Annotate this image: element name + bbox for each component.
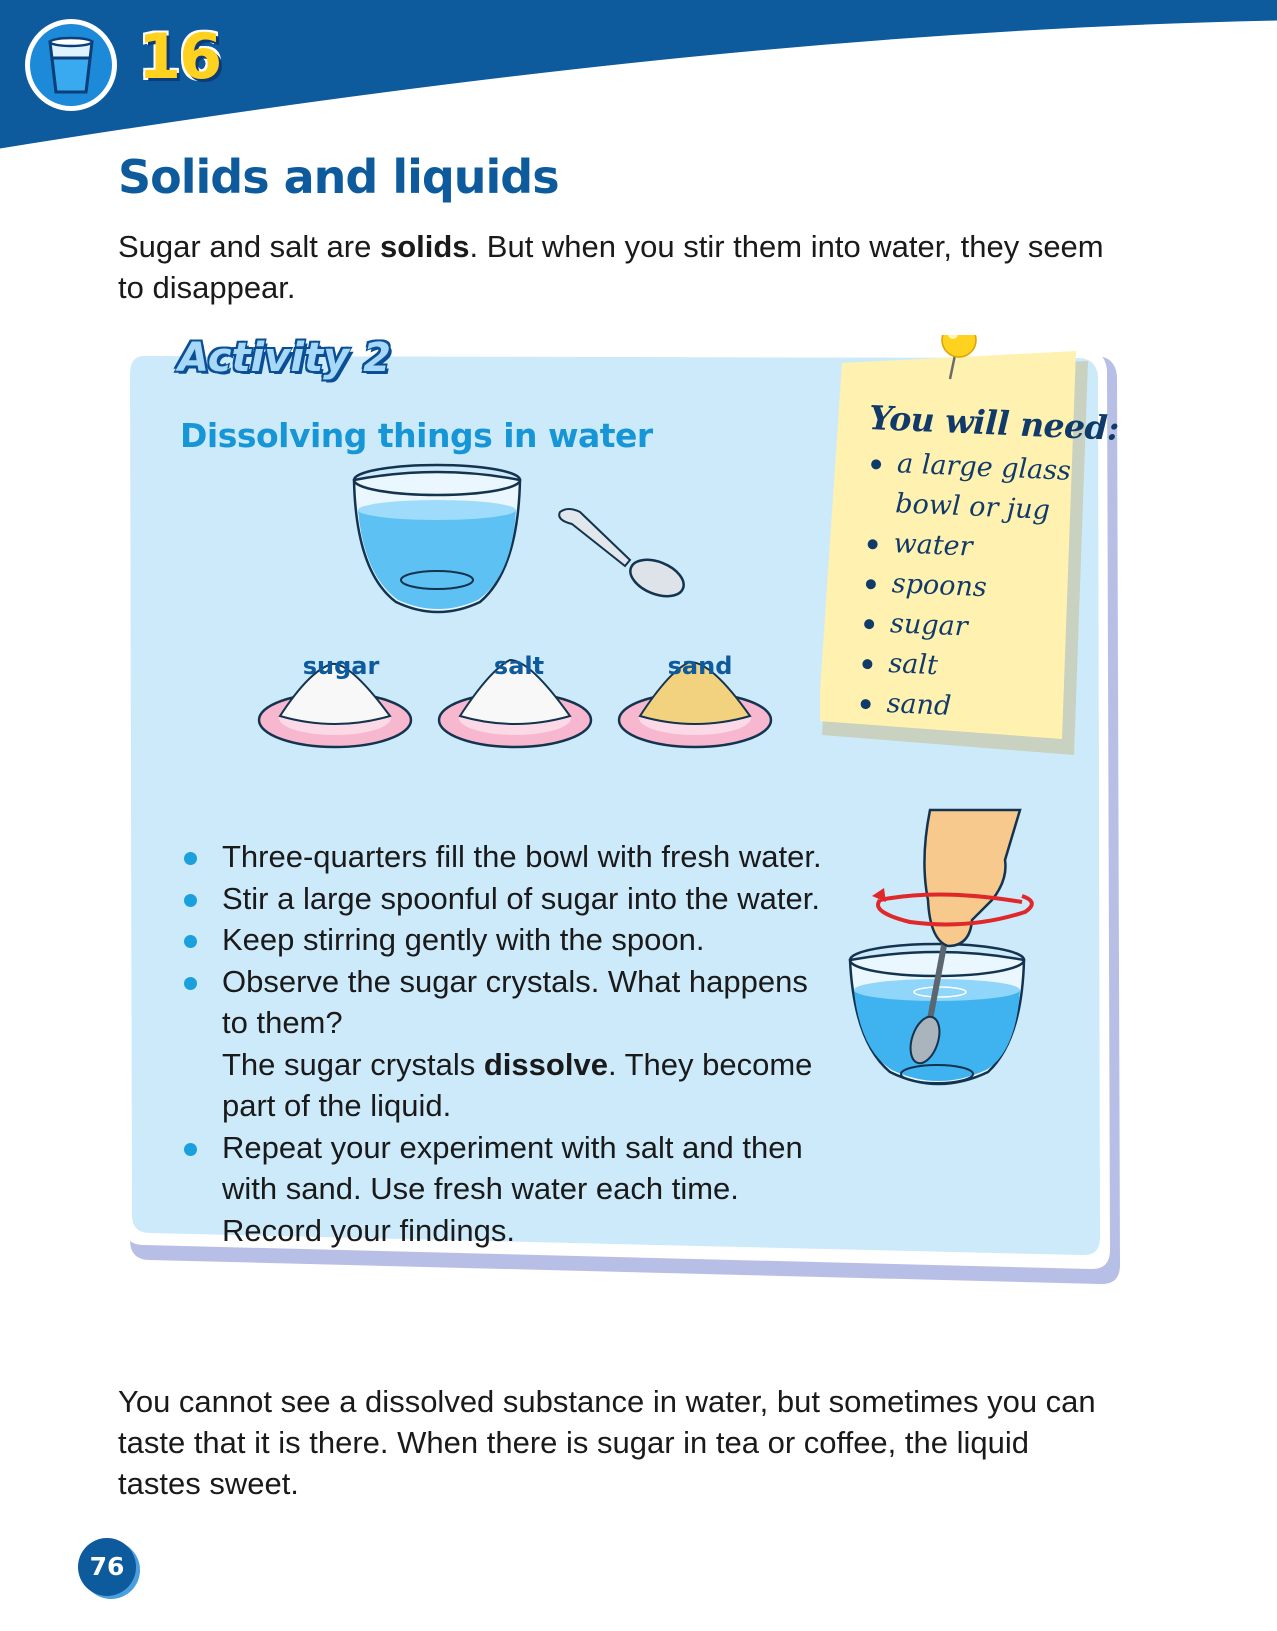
step-result-text-end: . They become part of the liquid. — [222, 1046, 813, 1123]
step-result-bold-term: dissolve — [483, 1046, 608, 1082]
note-heading: You will need: — [868, 398, 1120, 448]
intro-paragraph — [118, 226, 1118, 308]
glass-of-water-icon — [25, 19, 117, 111]
note-item: a large glass bowl or jug — [865, 443, 1073, 532]
step-item — [180, 919, 830, 961]
step-text: Keep stirring gently with the spoon. — [222, 922, 705, 957]
bullet-icon — [184, 852, 197, 865]
note-item: spoons — [861, 563, 1112, 614]
step-item — [180, 836, 830, 878]
page-title: Solids and liquids — [118, 150, 559, 204]
activity-steps — [180, 836, 830, 1251]
step-text: Three-quarters fill the bowl with fresh water. — [222, 839, 822, 874]
step-text: Repeat your experiment with salt and then with sand. Use fresh water each time. Record your findings. — [222, 1129, 803, 1248]
activity-subtitle: Dissolving things in water — [180, 416, 653, 455]
you-will-need-list — [856, 398, 1120, 734]
bullet-icon — [184, 894, 197, 907]
note-item: sand — [856, 683, 1107, 734]
bullet-icon — [184, 977, 197, 990]
plate-label-sand: sand — [667, 652, 733, 680]
note-item: water — [863, 523, 1114, 574]
step-result — [222, 1044, 830, 1127]
plate-label-salt: salt — [493, 652, 545, 680]
plate-label-sugar: sugar — [302, 652, 380, 680]
activity-label: Activity 2 — [178, 335, 392, 381]
step-text: Stir a large spoonful of sugar into the water. — [222, 880, 820, 916]
step-result-text: The sugar crystals — [222, 1046, 484, 1082]
chapter-number: 16 — [138, 20, 221, 93]
intro-bold-term: solids — [379, 229, 470, 264]
step-item — [180, 961, 830, 1127]
step-item — [180, 878, 830, 920]
intro-text-end: . But when you stir them into water, they seem to disappear. — [118, 229, 1104, 305]
step-text: Observe the sugar crystals. What happens to them? — [222, 963, 808, 1040]
outro-paragraph: You cannot see a dissolved substance in water, but sometimes you can taste that it is there. When there is sugar in tea or coffee, the liquid tastes sweet. — [118, 1384, 1096, 1501]
bullet-icon — [184, 935, 197, 948]
page-number: 76 — [78, 1538, 136, 1596]
intro-text: Sugar and salt are — [118, 229, 380, 264]
step-item — [180, 1127, 830, 1252]
note-item: salt — [858, 643, 1109, 694]
bullet-icon — [184, 1143, 197, 1156]
note-item: sugar — [859, 603, 1110, 654]
